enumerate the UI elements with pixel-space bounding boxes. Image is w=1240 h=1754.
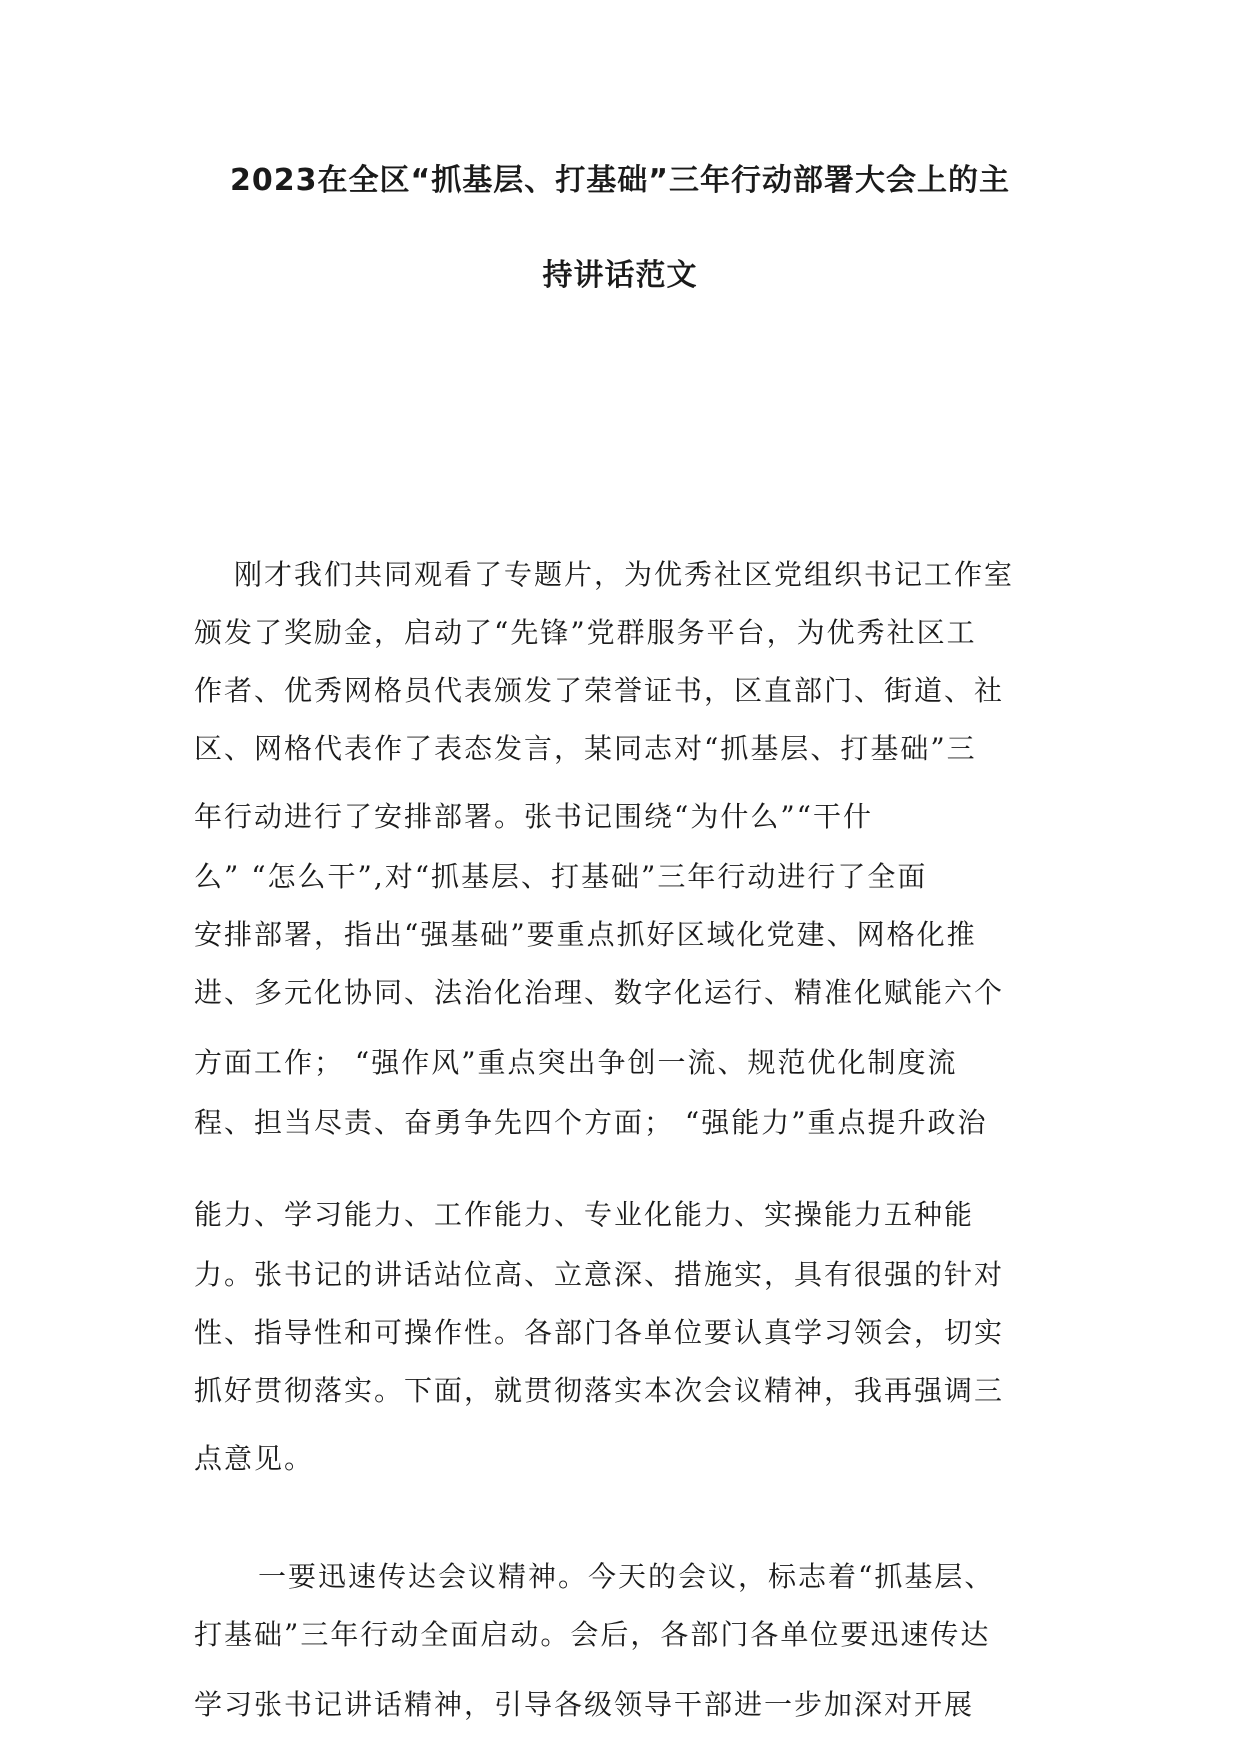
- paragraph-1-line-7: 安排部署，指出“强基础”要重点抓好区域化党建、网格化推: [194, 918, 977, 951]
- paragraph-1-line-9: 方面工作； “强作风”重点突出争创一流、规范优化制度流: [194, 1046, 958, 1079]
- paragraph-1-line-5: 年行动进行了安排部署。张书记围绕“为什么”“干什: [194, 800, 873, 833]
- paragraph-1-line-6: 么” “怎么干”,对“抓基层、打基础”三年行动进行了全面: [194, 860, 928, 893]
- paragraph-1-line-4: 区、网格代表作了表态发言，某同志对“抓基层、打基础”三: [194, 732, 977, 765]
- paragraph-1-line-2: 颁发了奖励金，启动了“先锋”党群服务平台，为优秀社区工: [194, 616, 977, 649]
- paragraph-1-line-12: 力。张书记的讲话站位高、立意深、措施实，具有很强的针对: [194, 1258, 1005, 1291]
- paragraph-2-line-3: 学习张书记讲话精神，引导各级领导干部进一步加深对开展: [194, 1688, 975, 1721]
- paragraph-1-line-15: 点意见。: [194, 1442, 315, 1475]
- paragraph-1-line-1: 刚才我们共同观看了专题片，为优秀社区党组织书记工作室: [234, 558, 1015, 591]
- paragraph-1-line-10: 程、担当尽责、奋勇争先四个方面； “强能力”重点提升政治: [194, 1106, 988, 1139]
- document-title-line-2: 持讲话范文: [542, 258, 698, 293]
- paragraph-2-line-2: 打基础”三年行动全面启动。会后，各部门各单位要迅速传达: [194, 1618, 991, 1651]
- paragraph-1-line-3: 作者、优秀网格员代表颁发了荣誉证书，区直部门、街道、社: [194, 674, 1005, 707]
- paragraph-2-line-1: 一要迅速传达会议精神。今天的会议，标志着“抓基层、: [258, 1560, 995, 1593]
- paragraph-1-line-11: 能力、学习能力、工作能力、专业化能力、实操能力五种能: [194, 1198, 975, 1231]
- document-title-line-1: 2023在全区“抓基层、打基础”三年行动部署大会上的主: [230, 163, 1010, 198]
- paragraph-1-line-8: 进、多元化协同、法治化治理、数字化运行、精准化赋能六个: [194, 976, 1005, 1009]
- paragraph-1-line-14: 抓好贯彻落实。下面，就贯彻落实本次会议精神，我再强调三: [194, 1374, 1005, 1407]
- paragraph-1-line-13: 性、指导性和可操作性。各部门各单位要认真学习领会，切实: [194, 1316, 1005, 1349]
